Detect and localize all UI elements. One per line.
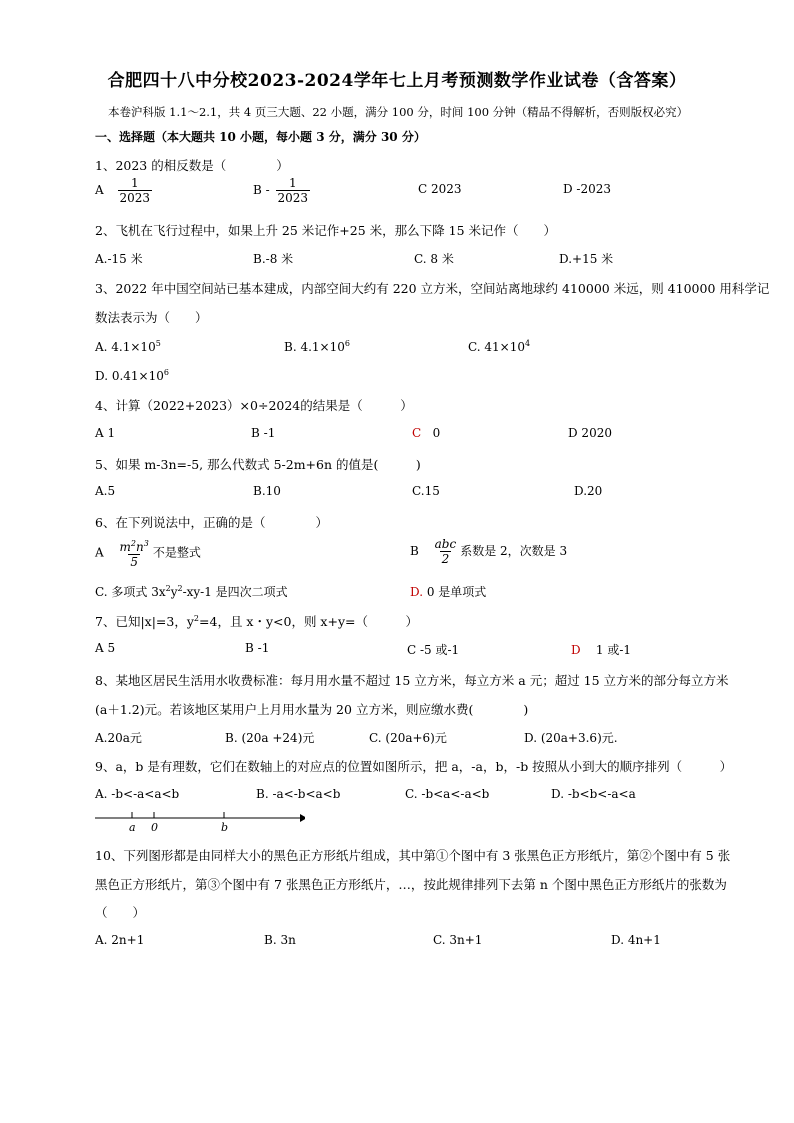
question-6-stem: 6、在下列说法中，正确的是（ ） [95, 515, 328, 530]
question-1-option-b [253, 176, 312, 205]
question-4-option-b: B -1 [251, 426, 276, 440]
question-1-stem: 1、2023 的相反数是（ ） [95, 158, 289, 173]
fraction [118, 537, 151, 569]
question-1-option-d: D -2023 [563, 182, 612, 196]
question-8-option-d: D. (20a+3.6)元. [524, 731, 618, 745]
fraction [433, 537, 459, 566]
option-label: D. [410, 585, 424, 599]
question-8-option-b: B. (20a +24)元 [225, 731, 315, 745]
question-10-stem-line1: 10、下列图形都是由同样大小的黑色正方形纸片组成，其中第①个图中有 3 张黑色正方形纸片，第②个图中有 5 张 [95, 848, 731, 863]
question-1-option-c: C 2023 [418, 182, 462, 196]
option-label: A [95, 545, 104, 560]
question-7-option-d [571, 641, 631, 658]
question-5-stem: 5、如果 m-3n=-5, 那么代数式 5-2m+6n 的值是( ) [95, 457, 421, 472]
question-2-stem: 2、飞机在飞行过程中，如果上升 25 米记作+25 米，那么下降 15 米记作（ ） [95, 223, 557, 238]
question-8-option-a: A.20a元 [95, 731, 142, 745]
question-10-option-d: D. 4n+1 [611, 933, 661, 947]
question-9-option-a: A. -b<-a<a<b [95, 787, 180, 801]
question-7-option-a: A 5 [95, 641, 116, 655]
numerator: 1 [288, 176, 297, 190]
question-3-stem-line2: 数法表示为（ ） [95, 310, 208, 325]
question-9-option-b: B. -a<-b<a<b [256, 787, 341, 801]
option-text: 1 或-1 [595, 643, 632, 657]
question-10-option-c: C. 3n+1 [433, 933, 483, 947]
option-text: B. 4.1×10 [284, 340, 345, 354]
question-2-option-a: A.-15 米 [95, 252, 143, 266]
question-4-stem: 4、计算（2022+2023）×0÷2024的结果是（ ） [95, 398, 413, 413]
denominator: 2023 [119, 191, 151, 205]
exponent: 5 [155, 339, 161, 348]
option-label: C [412, 426, 422, 440]
label-a: a [129, 821, 136, 834]
question-4-option-a: A 1 [95, 426, 116, 440]
exponent: 6 [344, 339, 350, 348]
question-7-option-b: B -1 [245, 641, 270, 655]
question-9-stem: 9、a，b 是有理数，它们在数轴上的对应点的位置如图所示，把 a，-a，b，-b 按照从小到大的顺序排列（ ） [95, 759, 733, 774]
question-6-option-a [95, 537, 201, 569]
numerator: 1 [130, 176, 139, 190]
question-7-stem: 7、已知|x|=3，$y^2=4$，且 x・y<0，则 x+y=（ ） [95, 613, 418, 629]
number-line-figure [95, 806, 305, 836]
question-3-option-d [95, 368, 169, 383]
question-2-option-d: D.+15 米 [559, 252, 614, 266]
question-2-option-c: C. 8 米 [414, 252, 454, 266]
denominator: 2023 [277, 191, 309, 205]
option-text: 系数是 2，次数是 3 [460, 544, 568, 558]
question-5-option-c: C.15 [412, 484, 440, 498]
denominator: 5 [130, 555, 138, 569]
label-b: b [221, 821, 229, 834]
option-text: C. 41×10 [468, 340, 525, 354]
exponent: 4 [524, 339, 531, 348]
question-5-option-a: A.5 [95, 484, 116, 498]
number-line-arrow [300, 814, 305, 822]
option-text: 不是整式 [152, 545, 201, 560]
question-6-option-d [410, 583, 486, 600]
exam-subtitle: 本卷沪科版 1.1～2.1，共 4 页三大题、22 小题，满分 100 分，时间 100 分钟（精品不得解析，否则版权必究） [108, 105, 689, 119]
exponent: 6 [163, 368, 169, 377]
text: 7、已知|x|=3，y [95, 614, 194, 629]
label-zero: 0 [151, 821, 158, 834]
question-3-option-a [95, 339, 161, 354]
question-2-option-b: B.-8 米 [253, 252, 294, 266]
question-8-option-c: C. (20a+6)元 [369, 731, 447, 745]
fraction [118, 176, 153, 205]
question-9-option-c: C. -b<a<-a<b [405, 787, 490, 801]
text: y [170, 585, 178, 599]
option-label: A [95, 183, 104, 197]
question-5-option-b: B.10 [253, 484, 281, 498]
question-10-stem-line3: （ ） [95, 905, 146, 920]
option-label: B - [253, 183, 270, 197]
text: =4，且 x・y<0，则 x+y=（ ） [199, 614, 418, 629]
question-8-stem-line2: (a＋1.2)元。若该地区某用户上月用水量为 20 立方米，则应缴水费( ) [95, 702, 529, 717]
exam-title: 合肥四十八中分校2023-2024学年七上月考预测数学作业试卷（含答案） [107, 71, 687, 91]
question-8-stem-line1: 8、某地区居民生活用水收费标准：每月用水量不超过 15 立方米，每立方米 a 元；超过 15 立方米的部分每立方米 [95, 673, 729, 688]
option-text: 0 [432, 426, 441, 440]
numerator: abc [434, 537, 457, 551]
option-label: D [571, 643, 581, 657]
question-3-option-b [284, 339, 350, 354]
numerator: $m^2n^3$ [119, 539, 149, 554]
question-1-option-a [95, 176, 154, 205]
option-label: B [410, 544, 419, 558]
text: -xy-1 是四次二项式 [182, 585, 288, 599]
question-3-option-c [468, 339, 530, 354]
section-heading: 一、选择题（本大题共 10 小题，每小题 3 分，满分 30 分） [95, 130, 426, 144]
question-4-option-d: D 2020 [568, 426, 612, 440]
var-m: m [119, 540, 131, 554]
question-9-option-d: D. -b<b<-a<a [551, 787, 636, 801]
option-text: A. 4.1×10 [95, 340, 156, 354]
option-text: D. 0.41×10 [95, 369, 164, 383]
question-6-option-c: C. 多项式 $3x^2y^2-xy-1$ 是四次二项式 [95, 584, 288, 599]
question-4-option-c [412, 426, 440, 440]
denominator: 2 [441, 552, 450, 566]
var-n: n [135, 540, 144, 554]
question-3-stem-line1: 3、2022 年中国空间站已基本建成，内部空间大约有 220 立方米，空间站离地球约 410000 米远，则 410000 用科学记 [95, 281, 770, 296]
question-5-option-d: D.20 [574, 484, 603, 498]
question-10-option-b: B. 3n [264, 933, 296, 947]
text: C. 多项式 3x [95, 585, 166, 599]
question-10-option-a: A. 2n+1 [95, 933, 145, 947]
question-7-option-c: C -5 或-1 [407, 643, 460, 657]
fraction [276, 176, 311, 205]
option-text: 0 是单项式 [426, 585, 487, 599]
question-6-option-b [410, 537, 567, 566]
question-10-stem-line2: 黑色正方形纸片，第③个图中有 7 张黑色正方形纸片，…，按此规律排列下去第 n 个图中黑色正方形纸片的张数为 [95, 877, 727, 892]
